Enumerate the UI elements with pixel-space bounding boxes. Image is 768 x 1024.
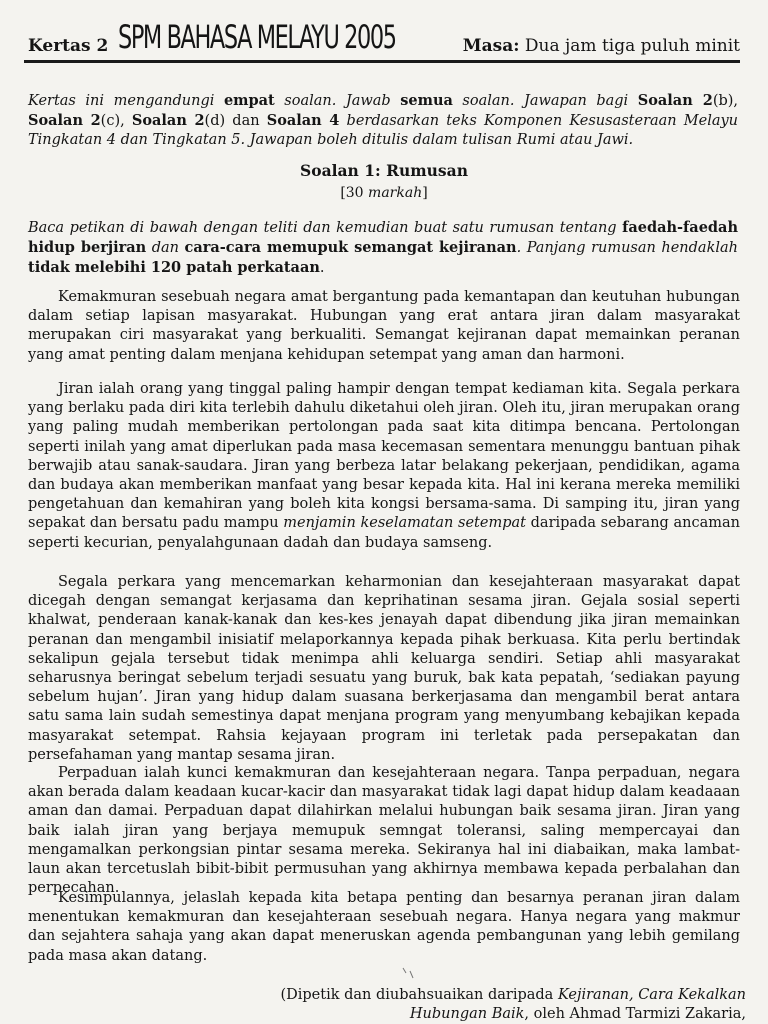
intro-text-5: (c), xyxy=(100,113,132,129)
paragraph-text: Kemakmuran sesebuah negara amat bergantung pada kemantapan dan keutuhan hubungan dalam setiap lapisan masyarakat. Hubungan yang erat antara jiran dalam masyarakat merupakan ciri masyarakat yang berkualiti. Semangat kejiranan dapat memainkan peranan yang amat penting dalam menjana kehidupan setempat yang aman dan harmoni. xyxy=(28,289,740,363)
instr-text-4: . xyxy=(319,260,325,276)
paragraph-text: Perpaduan ialah kunci kemakmuran dan kesejahteraan negara. Tanpa perpaduan, negara akan berada dalam keadaan kucar-kacir dan masyarakat tidak lagi dapat hidup dalam keadaaan aman dan damai. Perpaduan dapat dilahirkan melalui hubungan baik sesama jiran. Jiran yang baik ialah jiran yang berjaya memupuk semngat toleransi, saling mempercayai dan mengamalkan perkongsian pintar sesama mereka. Sekiranya hal ini diabaikan, maka lambat-laun akan tercetuslah bibit-bibit permusuhan yang akhirnya membawa kepada perbalahan dan perpecahan. xyxy=(28,765,740,897)
exam-title: SPM BAHASA MELAYU 2005 xyxy=(118,18,396,56)
instr-bold-1: faedah-faedah hidup berjiran xyxy=(28,219,738,256)
source-title-1: Kejiranan, Cara Kekalkan xyxy=(557,987,746,1003)
intro-text-1: Kertas ini mengandungi xyxy=(28,93,224,109)
p2-text-a: Jiran ialah orang yang tinggal paling hampir dengan tempat kediaman kita. Segala perkara yang berlaku pada diri kita terlebih dahulu diketahui oleh jiran. Oleh itu, jiran merupakan orang yang paling mudah memberikan pertolongan pada saat kita ditimpa bencana. Pertolongan seperti inilah yang amat diperlukan pada masa kecemasan sementara menunggu bantuan pihak berwajib atau sanak-saudara. Jiran yang berbeza latar belakang pekerjaan, pendidikan, agama dan budaya akan memberikan manfaat yang besar kepada kita. Hal ini kerana mereka memiliki pengetahuan dan kemahiran yang boleh kita kongsi bersama-sama. Di samping itu, jiran yang sepakat dan bersatu padu mampu xyxy=(28,381,740,532)
passage-paragraph-3 xyxy=(28,573,740,765)
paper-label: Kertas 2 xyxy=(28,36,109,56)
paragraph-text xyxy=(28,380,740,553)
source-citation xyxy=(246,986,746,1024)
passage-paragraph-2 xyxy=(28,380,740,553)
instr-text-2: dan xyxy=(146,240,185,256)
intro-text-6: (d) dan xyxy=(204,113,267,129)
intro-bold-2: semua xyxy=(400,92,453,109)
passage-paragraph-1 xyxy=(28,288,740,365)
paragraph-text: Segala perkara yang mencemarkan keharmonian dan kesejahteraan masyarakat dapat dicegah dengan semangat kerjasama dan keprihatinan sesama jiran. Gejala sosial seperti khalwat, penderaan kanak-kanak dan kes-kes jenayah dapat dibendung jika jiran memainkan peranan dan mengambil inisiatif melaporkannya kepada pihak berkuasa. Kita perlu bertindak sekalipun gejala tersebut tidak menimpa ahli keluarga sendiri. Setiap ahli masyarakat seharusnya beringat sebelum terjadi sesuatu yang buruk, bak kata pepatah, ‘sediakan payung sebelum hujan’. Jiran yang hidup dalam suasana berkerjasama dan mengambil berat antara satu sama lain sudah semestinya dapat menjana program yang menyumbang kebajikan kepada masyarakat setempat. Rahsia kejayaan program ini terletak pada persepakatan dan persefahaman yang mantap sesama jiran. xyxy=(28,574,740,763)
instr-text-1: Baca petikan di bawah dengan teliti dan kemudian buat satu rumusan tentang xyxy=(28,220,623,236)
section-title: Soalan 1: Rumusan xyxy=(300,161,468,180)
intro-text-4: (b), xyxy=(712,93,739,109)
source-text-1: (Dipetik dan diubahsuaikan daripada xyxy=(280,987,558,1003)
p2-italic: menjamin keselamatan setempat xyxy=(283,515,526,532)
intro-bold-6: Soalan 4 xyxy=(266,112,340,129)
source-title-2: Hubungan Baik xyxy=(409,1006,525,1022)
marks-open: [30 xyxy=(340,185,369,201)
source-text-2: , oleh Ahmad Tarmizi Zakaria, xyxy=(524,1006,746,1022)
p2-text-b: daripada sebarang ancaman seperti kecurian, penyalahgunaan dadah dan budaya samseng. xyxy=(28,515,740,551)
intro-text-2: soalan. Jawab xyxy=(274,93,401,109)
scan-speck xyxy=(400,965,416,981)
marks-label xyxy=(0,185,768,201)
intro-bold-1: empat xyxy=(223,92,275,109)
intro-bold-4: Soalan 2 xyxy=(28,112,101,129)
page-header xyxy=(28,18,740,66)
instr-bold-3: tidak melebihi 120 patah perkataan xyxy=(28,259,320,276)
marks-word: markah xyxy=(368,185,423,201)
time-label: Masa: xyxy=(462,36,520,56)
instructions-intro xyxy=(28,91,738,150)
intro-bold-5: Soalan 2 xyxy=(131,112,205,129)
marks-close: ] xyxy=(422,185,428,201)
intro-bold-3: Soalan 2 xyxy=(637,92,713,109)
header-rule xyxy=(24,60,740,63)
question-instruction xyxy=(28,218,738,278)
instr-text-3: . Panjang rumusan hendaklah xyxy=(516,240,738,256)
passage-paragraph-5 xyxy=(28,889,740,966)
paragraph-text: Kesimpulannya, jelaslah kepada kita betapa penting dan besarnya peranan jiran dalam menentukan kemakmuran dan kesejahteraan sesebuah negara. Hanya negara yang makmur dan sejahtera sahaja yang akan dapat meneruskan agenda pembangunan yang lebih gemilang pada masa akan datang. xyxy=(28,890,740,964)
passage-paragraph-4 xyxy=(28,764,740,898)
intro-text-3: soalan. Jawapan bagi xyxy=(452,93,629,109)
instr-bold-2: cara-cara memupuk semangat kejiranan xyxy=(184,239,517,256)
time-value: Dua jam tiga puluh minit xyxy=(524,36,740,56)
intro-text-7: berdasarkan teks Komponen Kesusasteraan Melayu Tingkatan 4 dan Tingkatan 5. Jawapan boleh ditulis dalam tulisan Rumi atau Jawi. xyxy=(28,113,739,148)
time-allowed xyxy=(463,36,740,56)
